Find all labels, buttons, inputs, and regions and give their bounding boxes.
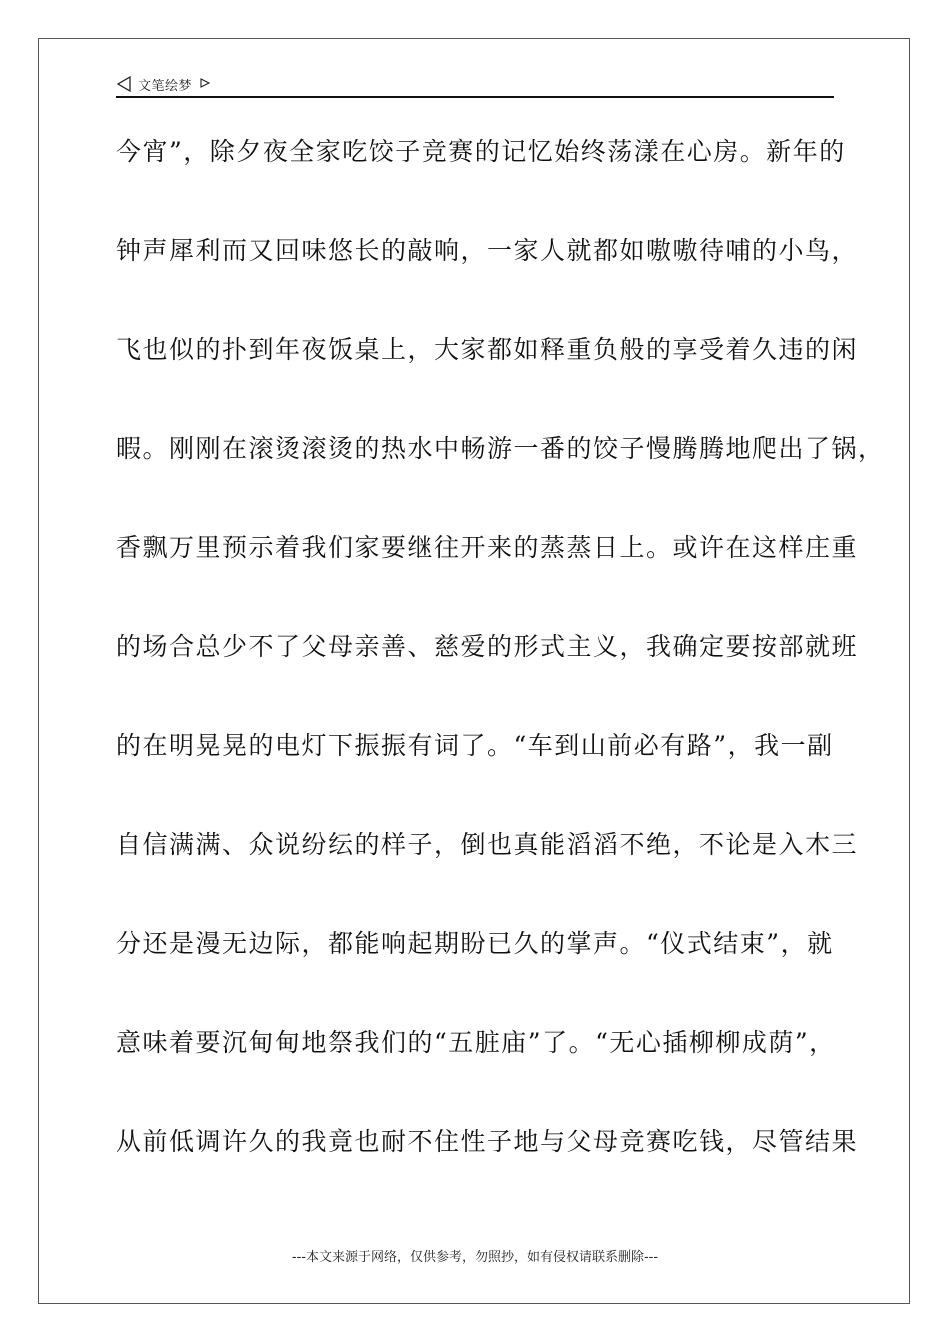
text-line: 暇。刚刚在滚烫滚烫的热水中畅游一番的饺子慢腾腾地爬出了锅， xyxy=(116,434,885,463)
triangle-right-icon xyxy=(200,77,210,87)
page-footer: ---本文来源于网络，仅供参考，勿照抄，如有侵权请联系删除--- xyxy=(291,1250,659,1265)
text-line: 意味着要沉甸甸地祭我们的“五脏庙”了。“无心插柳柳成荫”， xyxy=(116,1028,836,1057)
page-header xyxy=(116,72,834,98)
text-line: 的在明晃晃的电灯下振振有词了。“车到山前必有路”，我一副 xyxy=(116,731,834,760)
document-body xyxy=(116,130,885,1219)
text-line: 分还是漫无边际，都能响起期盼已久的掌声。“仪式结束”，就 xyxy=(116,929,834,958)
text-line: 飞也似的扑到年夜饭桌上，大家都如释重负般的享受着久违的闲 xyxy=(116,335,859,364)
triangle-left-icon xyxy=(116,76,132,92)
text-line: 自信满满、众说纷纭的样子，倒也真能滔滔不绝，不论是入木三 xyxy=(116,830,859,859)
text-line: 今宵”，除夕夜全家吃饺子竞赛的记忆始终荡漾在心房。新年的 xyxy=(116,137,846,166)
text-line: 的场合总少不了父母亲善、慈爱的形式主义，我确定要按部就班 xyxy=(116,632,859,661)
text-line: 香飘万里预示着我们家要继往开来的蒸蒸日上。或许在这样庄重 xyxy=(116,533,859,562)
text-line: 钟声犀利而又回味悠长的敲响，一家人就都如嗷嗷待哺的小鸟， xyxy=(116,236,859,265)
text-line: 从前低调许久的我竟也耐不住性子地与父母竞赛吃钱，尽管结果 xyxy=(116,1127,859,1156)
header-title: 文笔绘梦 xyxy=(138,78,193,94)
